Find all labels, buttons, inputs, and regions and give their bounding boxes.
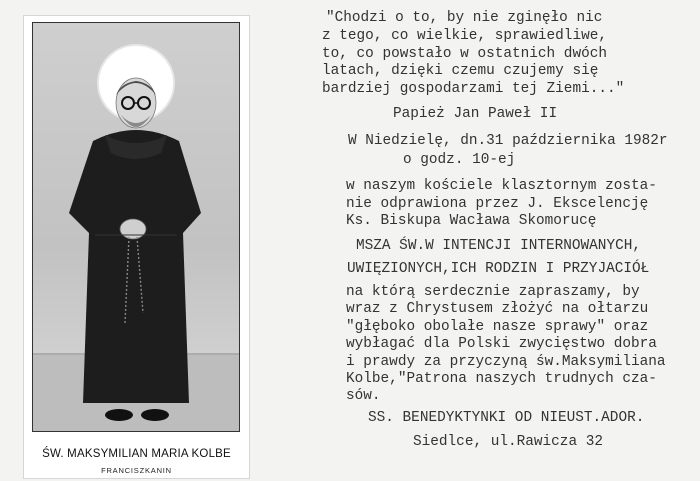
invite-line: wybłagać dla Polski zwycięstwo dobra — [346, 336, 657, 352]
holy-card — [24, 16, 249, 478]
quote-author: Papież Jan Paweł II — [393, 106, 558, 122]
saint-name: ŚW. MAKSYMILIAN MARIA KOLBE — [42, 448, 231, 460]
event-desc-line: nie odprawiona przez J. Ekscelencję — [346, 196, 649, 212]
quote-line: bardziej gospodarzami tej Ziemi..." — [322, 81, 625, 97]
hands — [120, 219, 146, 239]
invite-line: Kolbe,"Patrona naszych trudnych cza- — [346, 371, 657, 387]
saint-portrait — [32, 22, 240, 432]
saint-order: FRANCISZKANIN — [101, 466, 172, 475]
robe — [69, 130, 201, 403]
event-desc-line: w naszym kościele klasztornym zosta- — [346, 178, 657, 194]
event-time: o godz. 10-ej — [403, 152, 516, 168]
address: Siedlce, ul.Rawicza 32 — [413, 434, 603, 450]
mass-title-line: MSZA ŚW.W INTENCJI INTERNOWANYCH, — [356, 238, 641, 254]
invite-line: "głęboko obolałe nasze sprawy" oraz — [346, 319, 649, 335]
invite-line: i prawdy za przyczyną św.Maksymiliana — [346, 354, 666, 370]
saint-illustration — [33, 23, 239, 431]
invite-line: sów. — [346, 388, 381, 404]
event-desc-line: Ks. Biskupa Wacława Skomorucę — [346, 213, 597, 229]
quote-line: "Chodzi o to, by nie zginęło nic — [326, 10, 603, 26]
invite-line: wraz z Chrystusem złożyć na ołtarzu — [346, 301, 649, 317]
quote-line: to, co powstało w ostatnich dwóch — [322, 46, 607, 62]
event-date: W Niedzielę, dn.31 października 1982r — [348, 133, 668, 149]
mass-title-line: UWIĘZIONYCH,ICH RODZIN I PRZYJACIÓŁ — [347, 261, 650, 277]
invite-line: na którą serdecznie zapraszamy, by — [346, 284, 640, 300]
signature: SS. BENEDYKTYNKI OD NIEUST.ADOR. — [368, 410, 645, 426]
quote-line: latach, dzięki czemu czujemy się — [322, 63, 599, 79]
quote-line: z tego, co wielkie, sprawiedliwe, — [322, 28, 607, 44]
